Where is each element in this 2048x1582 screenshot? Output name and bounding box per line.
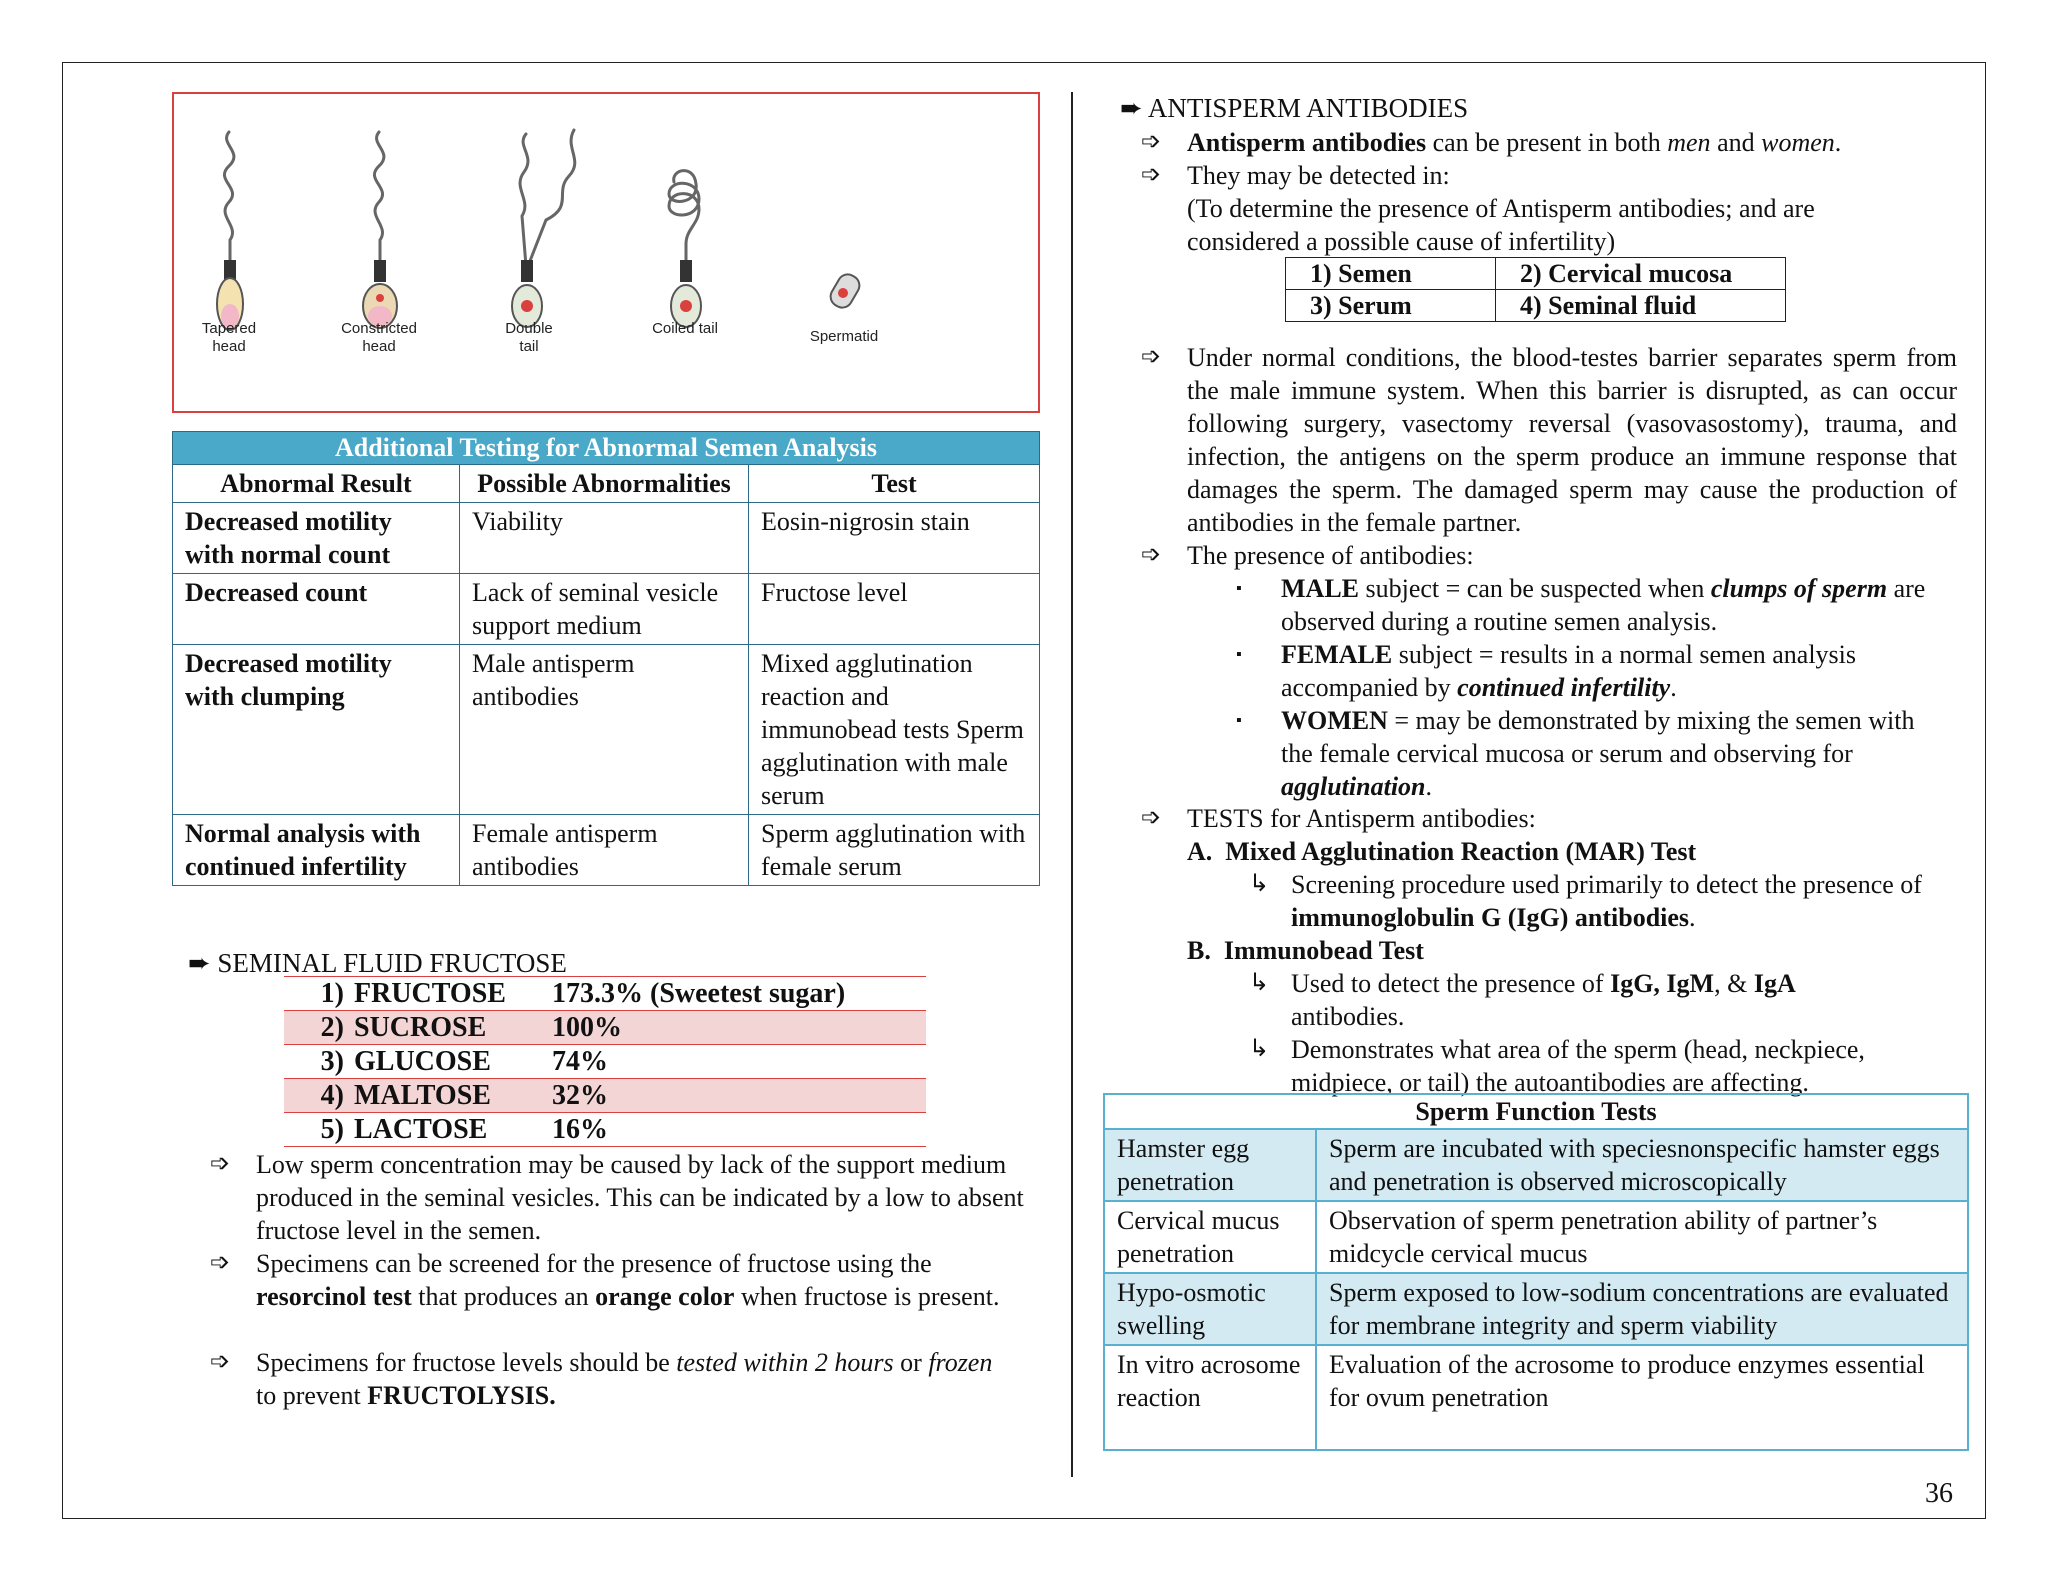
column-header: Abnormal Result: [173, 465, 460, 503]
table-cell: Lack of seminal vesicle support medium: [460, 574, 749, 645]
fructose-bullet-2: [210, 1247, 1036, 1313]
bullet-text: .: [1670, 673, 1677, 702]
bullet-text: The presence of antibodies:: [1187, 541, 1474, 570]
table-cell: Sperm exposed to low-sodium concentrations are evaluated for membrane integrity and sperm viability: [1316, 1273, 1968, 1345]
table-cell: Cervical mucus penetration: [1104, 1201, 1316, 1273]
table-row: [1286, 258, 1786, 290]
table-cell: Evaluation of the acrosome to produce enzymes essential for ovum penetration: [1316, 1345, 1968, 1450]
pointer-arrow-icon: ➨: [1120, 93, 1143, 123]
bullet-text: TESTS for Antisperm antibodies:: [1187, 804, 1536, 833]
table-row: [173, 503, 1040, 574]
antisperm-bullet-4: [1141, 539, 1967, 572]
bullet-text-bold: orange color: [595, 1282, 735, 1311]
bullet-text: Under normal conditions, the blood-testes barrier separates sperm from the male immune system. When this barrier is disrupted, as can occur following surgery, vasectomy reversal (vasovasostomy), trauma, and infection, the antigens on the sperm produce an immune response that damages the sperm. The damaged sperm may cause the production of antibodies in the female partner.: [1187, 343, 1957, 537]
bullet-text: .: [1834, 128, 1842, 157]
bullet-text: Specimens can be screened for the presence of fructose using the: [256, 1249, 932, 1278]
sugar-value: 100%: [552, 1012, 622, 1043]
column-header: Possible Abnormalities: [460, 465, 749, 503]
table-cell: Hypo-osmotic swelling: [1104, 1273, 1316, 1345]
table-cell: Sperm are incubated with speciesnonspecific hamster eggs and penetration is observed microscopically: [1316, 1129, 1968, 1201]
square-bullet-icon: ▪: [1236, 580, 1242, 597]
list-number: 5): [320, 1114, 344, 1145]
bullet-text-italic: women: [1761, 128, 1835, 157]
sugar-value: 32%: [552, 1080, 608, 1111]
table-cell: 4) Seminal fluid: [1496, 290, 1786, 322]
arrow-icon: ➩: [1141, 542, 1162, 568]
table-row: [173, 645, 1040, 815]
figure-label-double-tail: Double tail: [505, 320, 553, 355]
female-subbullet: [1236, 638, 1941, 704]
list-letter: B.: [1187, 936, 1211, 965]
bullet-text: Low sperm concentration may be caused by lack of the support medium produced in the seminal vesicles. This can be indicated by a low to absent fructose level in the semen.: [256, 1150, 1024, 1245]
list-number: 2): [320, 1012, 344, 1043]
table-cell: Sperm agglutination with female serum: [749, 815, 1040, 886]
table-cell: Normal analysis with continued infertility: [173, 815, 460, 886]
arrow-icon: ➩: [1141, 162, 1162, 188]
table-cell: Observation of sperm penetration ability of partner’s midcycle cervical mucus: [1316, 1201, 1968, 1273]
list-item: [284, 1010, 926, 1044]
table-cell: Viability: [460, 503, 749, 574]
sugar-name: MALTOSE: [354, 1080, 491, 1111]
sugar-value: 74%: [552, 1046, 608, 1077]
list-number: 4): [320, 1080, 344, 1111]
table-cell: 2) Cervical mucosa: [1496, 258, 1786, 290]
sperm-function-tests-table: [1103, 1093, 1969, 1451]
bullet-text-bold: immunoglobulin G (IgG) antibodies: [1291, 903, 1690, 932]
return-arrow-icon: ↳: [1249, 871, 1270, 897]
bullet-text: antibodies.: [1291, 1002, 1405, 1031]
arrow-icon: ➩: [1141, 805, 1162, 831]
figure-label-constricted-head: Constricted head: [341, 320, 417, 355]
table-row: [1104, 1345, 1968, 1450]
bullet-text: .: [1689, 903, 1696, 932]
list-letter: A.: [1187, 837, 1213, 866]
list-number: 3): [320, 1046, 344, 1077]
sugar-value: 173.3% (Sweetest sugar): [552, 978, 846, 1009]
return-arrow-icon: ↳: [1249, 1036, 1270, 1062]
column-divider: [1071, 92, 1073, 1477]
figure-label-tapered-head: Tapered head: [201, 320, 257, 355]
test-a-description: [1249, 868, 1971, 934]
antisperm-heading-text: ANTISPERM ANTIBODIES: [1147, 93, 1469, 123]
table-cell: Decreased count: [173, 574, 460, 645]
bullet-text: and: [1710, 128, 1762, 157]
bullet-text: can be present in both: [1426, 128, 1668, 157]
table-cell: 1) Semen: [1286, 258, 1496, 290]
table-title: Sperm Function Tests: [1104, 1094, 1968, 1129]
bullet-text-bold-italic: agglutination: [1281, 772, 1426, 801]
sugar-name: LACTOSE: [354, 1114, 488, 1145]
bullet-text-bold: FEMALE: [1281, 640, 1393, 669]
sugar-name: FRUCTOSE: [354, 978, 506, 1009]
arrow-icon: ➩: [210, 1250, 231, 1276]
antibody-sites-table: [1285, 257, 1786, 322]
list-item: [284, 1078, 926, 1112]
table-cell: Decreased motility with normal count: [173, 503, 460, 574]
bullet-text: Screening procedure used primarily to detect the presence of: [1291, 870, 1922, 899]
bullet-text: are observed during a routine semen analysis.: [1281, 574, 1926, 636]
sugar-name: SUCROSE: [354, 1012, 487, 1043]
bullet-text: to prevent: [256, 1381, 368, 1410]
table-row: [173, 815, 1040, 886]
antisperm-bullet-2: [1141, 159, 1967, 258]
list-item: [284, 1044, 926, 1078]
table-cell: In vitro acrosome reaction: [1104, 1345, 1316, 1450]
bullet-text: Demonstrates what area of the sperm (head, neckpiece, midpiece, or tail) the autoantibodies are affecting.: [1291, 1035, 1865, 1097]
bullet-text-bold: Antisperm antibodies: [1187, 128, 1427, 157]
bullet-text: Used to detect the presence of: [1291, 969, 1611, 998]
antisperm-bullet-3: [1141, 341, 1957, 539]
arrow-icon: ➩: [210, 1151, 231, 1177]
test-b-heading: [1187, 934, 1967, 967]
bullet-text-bold: IgG, IgM: [1610, 969, 1715, 998]
bullet-text-bold: MALE: [1281, 574, 1359, 603]
test-b-description-2: [1249, 1033, 1931, 1099]
return-arrow-icon: ↳: [1249, 970, 1270, 996]
table-row: [173, 574, 1040, 645]
antisperm-bullet-5: [1141, 802, 1967, 835]
antisperm-heading: [1120, 92, 1468, 125]
table-cell: Hamster egg penetration: [1104, 1129, 1316, 1201]
table-cell: 3) Serum: [1286, 290, 1496, 322]
figure-label-spermatid: Spermatid: [809, 328, 879, 345]
table-cell: Decreased motility with clumping: [173, 645, 460, 815]
bullet-text: when fructose is present.: [734, 1282, 1000, 1311]
table-cell: Eosin-nigrosin stain: [749, 503, 1040, 574]
table-row: [1104, 1273, 1968, 1345]
list-item: [284, 976, 926, 1010]
table-cell: Fructose level: [749, 574, 1040, 645]
test-a-heading: [1187, 835, 1967, 868]
list-number: 1): [320, 978, 344, 1009]
bullet-text-bold-italic: continued infertility: [1457, 673, 1671, 702]
bullet-text: subject = can be suspected when: [1359, 574, 1711, 603]
arrow-icon: ➩: [1141, 344, 1162, 370]
bullet-text-bold-italic: clumps of sperm: [1710, 574, 1888, 603]
bullet-note: (To determine the presence of Antisperm antibodies; and are considered a possible cause of infertility): [1187, 194, 1815, 256]
bullet-text-bold: resorcinol test: [256, 1282, 412, 1311]
bullet-text-bold: FRUCTOLYSIS.: [367, 1381, 556, 1410]
sperm-morphology-figure: [172, 92, 1040, 413]
table-cell: Female antisperm antibodies: [460, 815, 749, 886]
bullet-text: that produces an: [411, 1282, 596, 1311]
bullet-text: subject = results in a normal semen analysis accompanied by: [1281, 640, 1857, 702]
antisperm-bullet-1: [1141, 126, 1967, 159]
bullet-text-bold: IgA: [1753, 969, 1796, 998]
table-title: Additional Testing for Abnormal Semen Analysis: [173, 432, 1040, 465]
page-number: 36: [1925, 1478, 1953, 1509]
list-item: [284, 1112, 926, 1147]
bullet-text-italic: tested within 2 hours: [676, 1348, 894, 1377]
bullet-text: They may be detected in:: [1187, 161, 1450, 190]
square-bullet-icon: ▪: [1236, 646, 1242, 663]
sugar-name: GLUCOSE: [354, 1046, 491, 1077]
pointer-arrow-icon: ➨: [188, 948, 211, 978]
bullet-text-italic: men: [1667, 128, 1711, 157]
sugar-value: 16%: [552, 1114, 608, 1145]
women-subbullet: [1236, 704, 1941, 803]
column-header: Test: [749, 465, 1040, 503]
bullet-text: Specimens for fructose levels should be: [256, 1348, 677, 1377]
test-b-description-1: [1249, 967, 1891, 1033]
table-row: [1104, 1201, 1968, 1273]
bullet-text: = may be demonstrated by mixing the semen with the female cervical mucosa or serum and observing for: [1281, 706, 1915, 768]
male-subbullet: [1236, 572, 1961, 638]
bullet-text: .: [1425, 772, 1432, 801]
additional-testing-table: [172, 431, 1040, 886]
table-row: [1286, 290, 1786, 322]
fructose-heading-text: SEMINAL FLUID FRUCTOSE: [217, 948, 567, 978]
test-title: Mixed Agglutination Reaction (MAR) Test: [1225, 837, 1697, 866]
fructose-bullet-3: [210, 1346, 1016, 1412]
arrow-icon: ➩: [1141, 129, 1162, 155]
figure-label-coiled-tail: Coiled tail: [652, 320, 718, 337]
sugar-sweetness-list: [284, 976, 926, 1147]
bullet-text-italic: frozen: [928, 1348, 993, 1377]
sperm-illustration: [174, 94, 1038, 411]
table-row: [1104, 1129, 1968, 1201]
table-cell: Mixed agglutination reaction and immunobead tests Sperm agglutination with male serum: [749, 645, 1040, 815]
square-bullet-icon: ▪: [1236, 712, 1242, 729]
test-title: Immunobead Test: [1223, 936, 1424, 965]
bullet-text: or: [893, 1348, 929, 1377]
bullet-text-bold: WOMEN: [1281, 706, 1388, 735]
arrow-icon: ➩: [210, 1349, 231, 1375]
fructose-bullet-1: [210, 1148, 1036, 1247]
bullet-text: , &: [1714, 969, 1754, 998]
table-cell: Male antisperm antibodies: [460, 645, 749, 815]
